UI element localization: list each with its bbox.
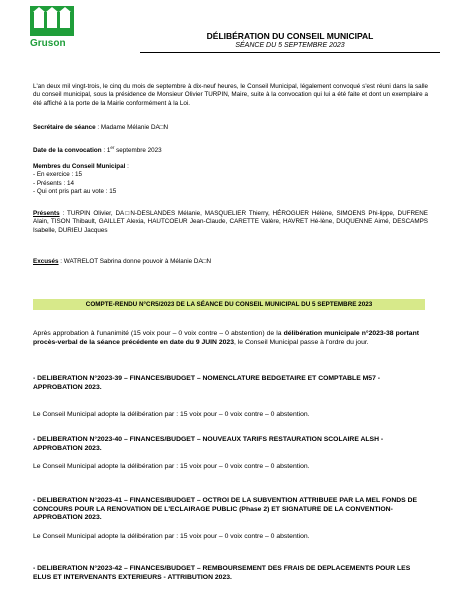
logo-hut-left — [34, 12, 44, 28]
deliberation-title: - DELIBERATION N°2023-39 – FINANCES/BUDGET – NOMENCLATURE BEDGETAIRE ET COMPTABLE M57 - APPROBATION 2023. — [33, 375, 380, 391]
membres-item: - Qui ont pris part au vote : 15 — [33, 187, 117, 195]
convocation-line — [33, 144, 428, 155]
document-title: DÉLIBÉRATION DU CONSEIL MUNICIPAL — [206, 31, 374, 41]
membres-item: - Présents : 14 — [33, 179, 74, 187]
secretaire-line — [33, 124, 428, 132]
logo-hut-middle — [47, 12, 57, 28]
logo-name: Gruson — [30, 38, 66, 49]
membres-block — [33, 163, 428, 196]
presents-value: : TURPIN Olivier, DA□N-DESLANDES Mélanie, MASQUELIER Thierry, HÉROGUER Hélène, SIMOENS Phi-lippe, DUFRENE Alain, TISON Thibault, GAILLET Alexia, HAUTCOEUR Jean-Claude, CARETTE Valère, HAVRET Hé-lène, DUQUENNE Aimé, DESCAMPS Isabelle, DURIEU Jacques — [33, 210, 428, 234]
presents-label: Présents — [33, 210, 60, 217]
document-subtitle: SÉANCE DU 5 SEPTEMBRE 2023 — [235, 42, 345, 49]
logo-hut-right — [60, 12, 70, 28]
convocation-value-post: septembre 2023 — [114, 147, 162, 155]
convocation-value-pre: : 1 — [101, 147, 111, 155]
excuses-label: Excusés — [33, 258, 59, 265]
membres-heading — [33, 163, 428, 171]
intro-paragraph: L'an deux mil vingt-trois, le cinq du mois de septembre à dix-neuf heures, le Conseil Municipal, légalement convoqué s'est réuni dans la salle du conseil municipal, sous la présidence de Monsieur Olivier TURPIN, Maire, suite à la convocation qui lui a été faite et dont un exemplaire a été affiché à la porte de la Mairie conformément à la Loi. — [33, 83, 428, 107]
logo-emblem — [30, 6, 74, 36]
membres-colon: : — [125, 163, 129, 170]
membres-label: Membres du Conseil Municipal — [33, 163, 126, 170]
secretaire-value: : Madame Mélanie DA□N — [95, 124, 169, 131]
deliberation-title: - DELIBERATION N°2023-42 – FINANCES/BUDGET – REMBOURSEMENT DES FRAIS DE DEPLACEMENTS POUR LES ELUS ET INTERVENANTS EXTERIEURS - ATTRIBUTION 2023. — [33, 565, 411, 581]
deliberation-vote: Le Conseil Municipal adopte la délibération par : 15 voix pour – 0 voix contre – 0 abstention. — [33, 463, 310, 470]
header-divider — [140, 52, 440, 53]
deliberation-vote: Le Conseil Municipal adopte la délibération par : 15 voix pour – 0 voix contre – 0 abstention. — [33, 411, 310, 418]
deliberation-title: - DELIBERATION N°2023-41 – FINANCES/BUDGET – OCTROI DE LA SUBVENTION ATTRIBUEE PAR LA MEL FONDS DE CONCOURS POUR LA RENOVATION DE L'ECLAIRAGE PUBLIC (Phase 2) ET SIGNATURE DE LA CONVENTION-APPROBATION 2023. — [33, 497, 418, 521]
approval-text-pre: Après approbation à l'unanimité (15 voix pour – 0 voix contre – 0 abstention) de la — [33, 330, 284, 337]
excuses-value: : WATRELOT Sabrina donne pouvoir à Mélanie DA□N — [58, 258, 211, 265]
approval-paragraph — [33, 330, 419, 347]
convocation-label: Date de la convocation — [33, 147, 102, 155]
deliberation-vote: Le Conseil Municipal adopte la délibération par : 15 voix pour – 0 voix contre – 0 abstention. — [33, 533, 310, 540]
excuses-line — [33, 258, 428, 266]
secretaire-label: Secrétaire de séance — [33, 124, 96, 131]
membres-item: - En exercice : 15 — [33, 171, 82, 179]
presents-paragraph — [33, 210, 428, 235]
convocation-sup: er — [110, 145, 115, 150]
approval-bold: délibération municipale n°2023-38 portant procès-verbal de la séance précédente en date du 9 JUIN 2023 — [33, 330, 419, 346]
deliberation-title: - DELIBERATION N°2023-40 – FINANCES/BUDGET – NOUVEAUX TARIFS RESTAURATION SCOLAIRE ALSH - APPROBATION 2023. — [33, 436, 384, 452]
approval-text-post: , le Conseil Municipal passe à l'ordre du jour. — [233, 338, 369, 346]
compte-rendu-banner: COMPTE-RENDU N°CR5/2023 DE LA SÉANCE DU CONSEIL MUNICIPAL DU 5 SEPTEMBRE 2023 — [33, 299, 425, 310]
